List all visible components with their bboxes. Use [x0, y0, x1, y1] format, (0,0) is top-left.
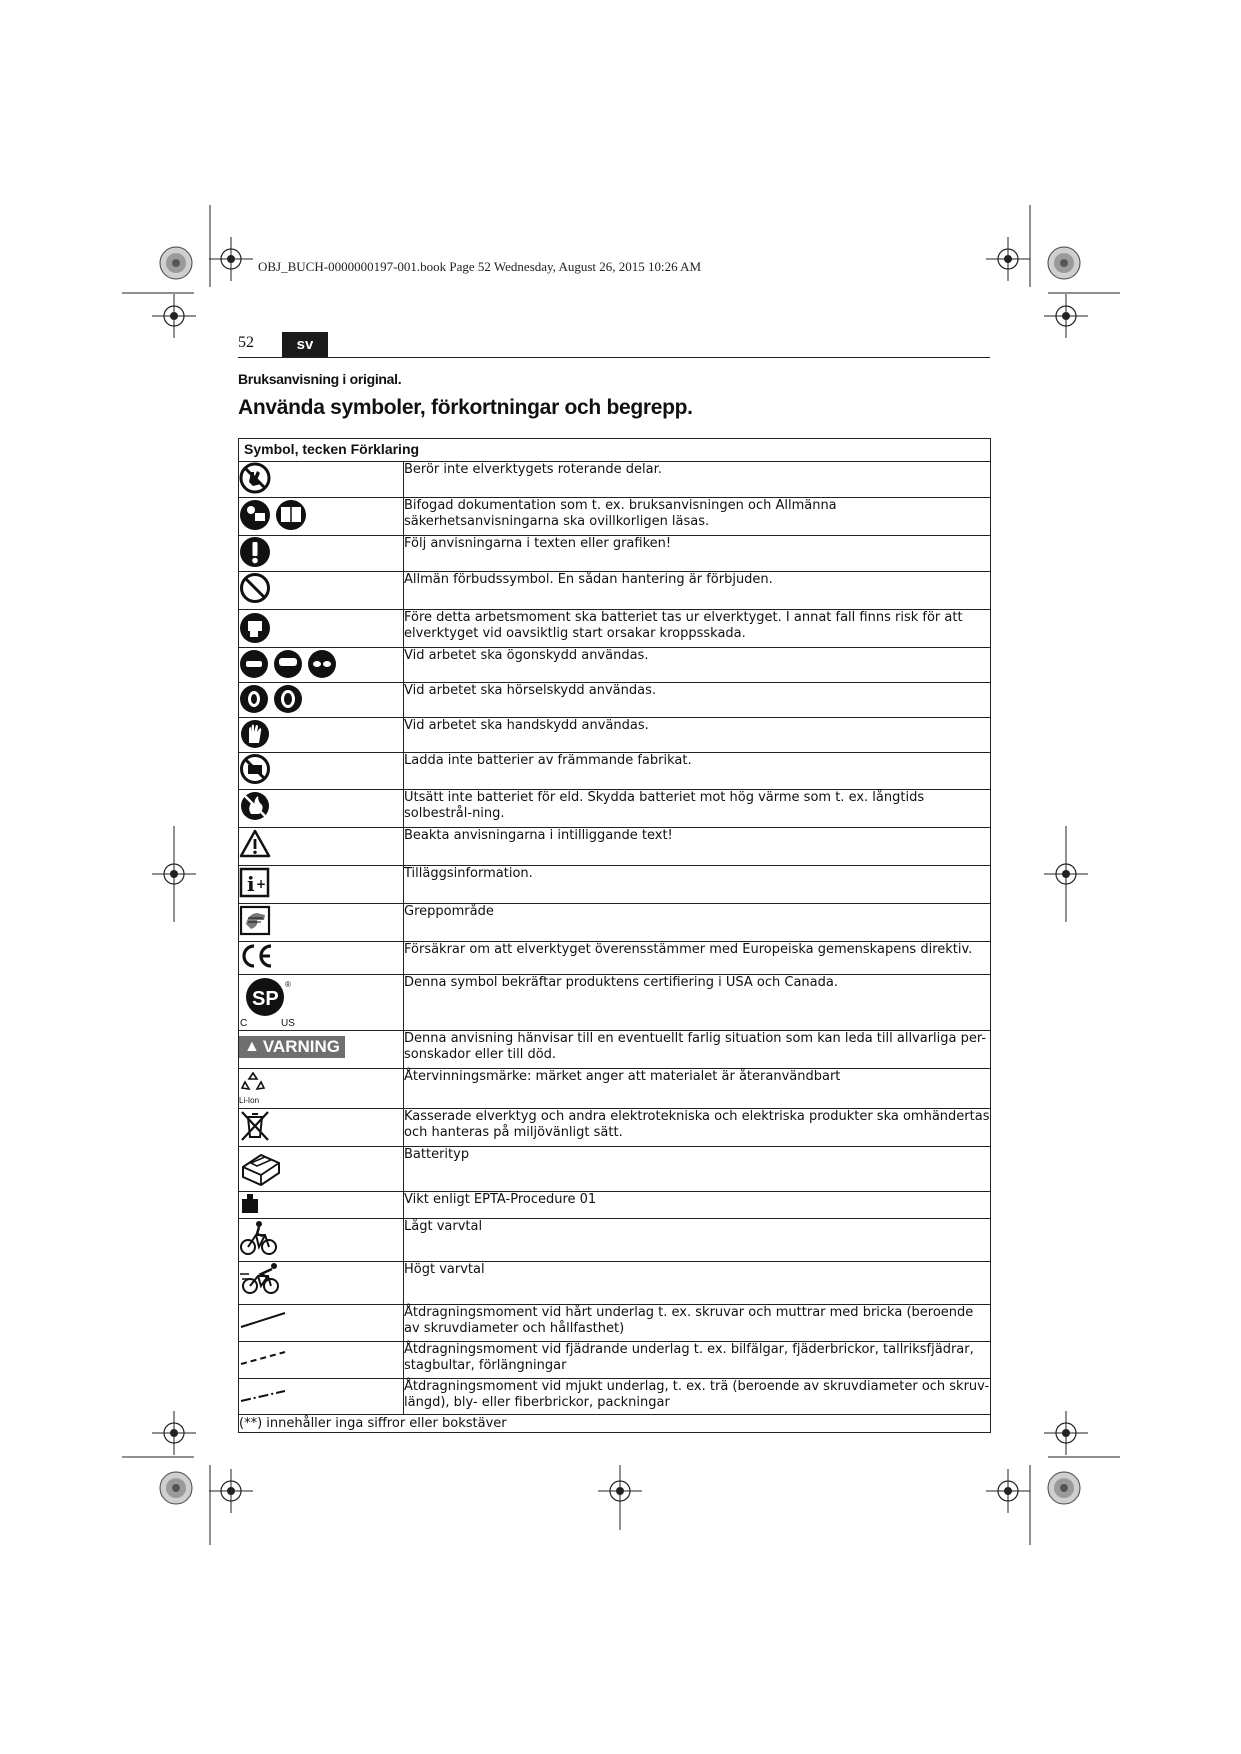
info-plus-icon [239, 866, 273, 898]
row-description: Ladda inte batterier av främmande fabrikat. [404, 753, 991, 790]
exclamation-icon [239, 536, 273, 568]
table-row [239, 975, 991, 1031]
table-row [239, 904, 991, 942]
row-description: Batterityp [404, 1147, 991, 1192]
grip-area-icon [239, 904, 273, 936]
table-row [239, 572, 991, 610]
footnote-row [239, 1415, 991, 1433]
table-row [239, 753, 991, 790]
table-row [239, 1342, 991, 1379]
table-row [239, 1031, 991, 1069]
print-header: OBJ_BUCH-0000000197-001.book Page 52 Wednesday, August 26, 2015 10:26 AM [258, 259, 702, 274]
row-description: Bifogad dokumentation som t. ex. bruksanvisningen och Allmänna säkerhetsanvisningarna ska ovillkorligen läsas. [404, 498, 991, 536]
table-row [239, 610, 991, 648]
table-row [239, 498, 991, 536]
row-description: Greppområde [404, 904, 991, 942]
table-row [239, 1147, 991, 1192]
header-rule [238, 357, 990, 358]
row-description: Åtdragningsmoment vid mjukt underlag, t. ex. trä (beroende av skruvdiameter och skruv-längd), bly- eller fiberbrickor, packningar [404, 1379, 991, 1415]
table-row [239, 790, 991, 828]
page-title: Använda symboler, förkortningar och begrepp. [238, 396, 693, 419]
solid-line-icon [239, 1305, 289, 1331]
row-description: Vid arbetet ska ögonskydd användas. [404, 648, 991, 683]
svg-text:i: i [247, 872, 255, 896]
table-row [239, 1069, 991, 1109]
row-description: Vid arbetet ska handskydd användas. [404, 718, 991, 753]
table-row [239, 648, 991, 683]
row-description: Allmän förbudssymbol. En sådan hantering är förbjuden. [404, 572, 991, 610]
ear-protection-icon [239, 683, 309, 715]
table-row [239, 462, 991, 498]
read-manual-icon [239, 498, 309, 532]
warning-badge-label: VARNING [262, 1037, 340, 1056]
ce-mark-icon [239, 942, 279, 970]
table-row [239, 866, 991, 904]
high-speed-bike-icon [239, 1262, 283, 1296]
svg-text:+: + [256, 877, 267, 891]
warning-triangle-icon [239, 828, 273, 860]
csa-mark-icon [239, 975, 299, 1027]
no-foreign-battery-icon [239, 753, 273, 785]
row-description: Utsätt inte batteriet för eld. Skydda batteriet mot hög värme som t. ex. långtids solbestrål-ning. [404, 790, 991, 828]
li-ion-label: Li-Ion [239, 1096, 260, 1105]
row-description: Denna symbol bekräftar produktens certifiering i USA och Canada. [404, 975, 991, 1031]
svg-text:SP: SP [252, 988, 279, 1010]
row-description: Försäkrar om att elverktyget överensstämmer med Europeiska gemenskapens direktiv. [404, 942, 991, 975]
svg-text:C: C [240, 1018, 248, 1027]
row-description: Lågt varvtal [404, 1219, 991, 1262]
table-row [239, 536, 991, 572]
warning-triangle-icon: ▲ [244, 1038, 260, 1055]
recycling-li-ion-icon [239, 1070, 279, 1098]
row-description: Tilläggsinformation. [404, 866, 991, 904]
svg-text:®: ® [285, 980, 291, 989]
table-row [239, 1305, 991, 1342]
table-row [239, 942, 991, 975]
table-row [239, 828, 991, 866]
row-description: Denna anvisning hänvisar till en eventuellt farlig situation som kan leda till allvarliga per-sonskador eller till död. [404, 1031, 991, 1069]
eye-protection-icon [239, 648, 339, 680]
table-row [239, 718, 991, 753]
subtitle: Bruksanvisning i original. [238, 371, 402, 387]
row-description: Vikt enligt EPTA-Procedure 01 [404, 1192, 991, 1219]
no-fire-battery-icon [239, 790, 273, 822]
symbols-table [238, 438, 991, 1433]
row-description: Återvinningsmärke: märket anger att materialet är återanvändbart [404, 1069, 991, 1109]
row-description: Före detta arbetsmoment ska batteriet tas ur elverktyget. I annat fall finns risk för att elverktyget vid oavsiktlig start orsakar kroppsskada. [404, 610, 991, 648]
remove-battery-icon [239, 610, 273, 644]
dashed-line-icon [239, 1342, 289, 1368]
prohibition-icon [239, 572, 273, 604]
dash-dot-line-icon [239, 1379, 289, 1405]
row-description: Följ anvisningarna i texten eller grafiken! [404, 536, 991, 572]
low-speed-bike-icon [239, 1219, 279, 1257]
warning-badge-icon [239, 1036, 345, 1058]
svg-text:US: US [281, 1018, 295, 1027]
row-description: Vid arbetet ska hörselskydd användas. [404, 683, 991, 718]
page-number: 52 [238, 334, 254, 351]
table-row [239, 1379, 991, 1415]
language-badge: sv [282, 332, 328, 357]
weight-icon [239, 1192, 263, 1214]
row-description: Åtdragningsmoment vid hårt underlag t. ex. skruvar och muttrar med bricka (beroende av skruvdiameter och hållfasthet) [404, 1305, 991, 1342]
table-row [239, 1262, 991, 1305]
row-description: Kasserade elverktyg och andra elektrotekniska och elektriska produkter ska omhändertas och hanteras på miljövänligt sätt. [404, 1109, 991, 1147]
row-description: Beakta anvisningarna i intilliggande text! [404, 828, 991, 866]
row-description: Berör inte elverktygets roterande delar. [404, 462, 991, 498]
table-footnote: (**) innehåller inga siffror eller bokstäver [239, 1415, 991, 1433]
row-description: Åtdragningsmoment vid fjädrande underlag t. ex. bilfälgar, fjäderbrickor, tallriksfjädrar, stagbultar, förlängningar [404, 1342, 991, 1379]
table-row [239, 1219, 991, 1262]
table-row [239, 683, 991, 718]
table-header-row [239, 439, 991, 462]
row-description: Högt varvtal [404, 1262, 991, 1305]
no-touch-rotating-parts-icon [239, 462, 273, 494]
battery-pack-icon [239, 1147, 283, 1187]
table-header: Symbol, tecken Förklaring [239, 439, 991, 462]
weee-bin-icon [239, 1109, 273, 1143]
hand-protection-icon [239, 718, 273, 750]
table-row [239, 1109, 991, 1147]
table-row [239, 1192, 991, 1219]
